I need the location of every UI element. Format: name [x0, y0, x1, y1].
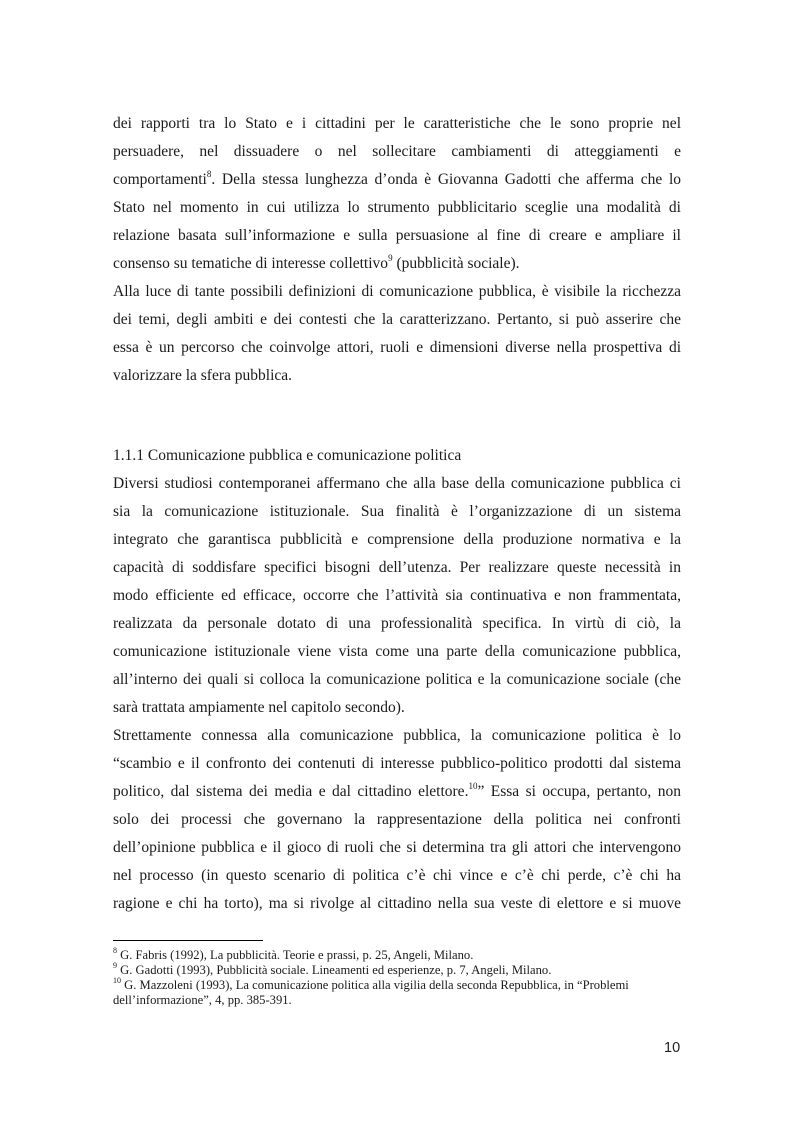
text-span: comportamenti: [113, 171, 207, 188]
text-span: consenso su tematiche di interesse collettivo: [113, 255, 389, 272]
text-line: all’interno dei quali si colloca la comunicazione politica e la comunicazione sociale (che: [113, 671, 681, 688]
text-line: comunicazione istituzionale viene vista come una parte della comunicazione pubblica,: [113, 643, 681, 660]
text-line: Diversi studiosi contemporanei affermano che alla base della comunicazione pubblica ci: [113, 475, 681, 492]
footnote-separator: [113, 940, 263, 941]
text-line: ragione e chi ha torto), ma si rivolge al cittadino nella sua veste di elettore e si muove: [113, 895, 681, 912]
text-line: Strettamente connessa alla comunicazione pubblica, la comunicazione politica è lo: [113, 727, 681, 744]
text-line: [113, 254, 681, 274]
text-line: sarà trattata ampiamente nel capitolo secondo).: [113, 699, 405, 716]
footnote-number: 8: [113, 945, 117, 955]
text-line: Stato nel momento in cui utilizza lo strumento pubblicitario sceglie una modalità di: [113, 199, 681, 216]
text-line: nel processo (in questo scenario di politica c’è chi vince e c’è chi perde, c’è chi ha: [113, 867, 681, 884]
text-line: realizzata da personale dotato di una professionalità specifica. In virtù di ciò, la: [113, 615, 681, 632]
text-line: persuadere, nel dissuadere o nel sollecitare cambiamenti di atteggiamenti e: [113, 143, 681, 160]
footnote: [113, 975, 681, 992]
text-line: Alla luce di tante possibili definizioni di comunicazione pubblica, è visibile la ricchezza: [113, 283, 681, 300]
text-line: [113, 170, 681, 190]
text-line: solo dei processi che governano la rappresentazione della politica nei confronti: [113, 811, 681, 828]
text-line: dei temi, degli ambiti e dei contesti che la caratterizzano. Pertanto, si può asserire che: [113, 311, 681, 328]
footnote-text: G. Gadotti (1993), Pubblicità sociale. Lineamenti ed esperienze, p. 7, Angeli, Milano.: [117, 963, 552, 977]
section-heading: 1.1.1 Comunicazione pubblica e comunicazione politica: [113, 447, 462, 464]
footnote-ref[interactable]: 10: [468, 780, 478, 791]
footnote-continuation: dell’informazione”, 4, pp. 385-391.: [113, 993, 292, 1007]
text-span: . Della stessa lunghezza d’onda è Giovanna Gadotti che afferma che lo: [211, 171, 681, 188]
footnote-text: G. Fabris (1992), La pubblicità. Teorie e prassi, p. 25, Angeli, Milano.: [117, 948, 474, 962]
footnote-text: G. Mazzoleni (1993), La comunicazione politica alla vigilia della seconda Repubblica, in “Problemi: [121, 978, 629, 992]
footnote-number: 10: [113, 975, 121, 985]
text-line: integrato che garantisca pubblicità e comprensione della produzione normativa e la: [113, 531, 681, 548]
text-line: capacità di soddisfare specifici bisogni dell’utenza. Per realizzare queste necessità in: [113, 559, 681, 576]
text-line: modo efficiente ed efficace, occorre che l’attività sia continuativa e non frammentata,: [113, 587, 681, 604]
text-line: dell’opinione pubblica e il gioco di ruoli che si determina tra gli attori che intervengono: [113, 839, 681, 856]
footnote: [113, 960, 681, 977]
text-line: essa è un percorso che coinvolge attori, ruoli e dimensioni diverse nella prospettiva di: [113, 339, 681, 356]
footnote-ref[interactable]: 9: [388, 252, 393, 263]
footnote-number: 9: [113, 960, 117, 970]
text-line: “scambio e il confronto dei contenuti di interesse pubblico-politico prodotti dal sistema: [113, 755, 681, 772]
text-line: [113, 782, 681, 802]
footnote-ref[interactable]: 8: [206, 168, 212, 179]
footnote: [113, 945, 681, 962]
text-line: relazione basata sull’informazione e sulla persuasione al fine di creare e ampliare il: [113, 227, 681, 244]
text-span: ” Essa si occupa, pertanto, non: [477, 783, 681, 800]
text-line: sia la comunicazione istituzionale. Sua finalità è l’organizzazione di un sistema: [113, 503, 681, 520]
text-line: dei rapporti tra lo Stato e i cittadini per le caratteristiche che le sono proprie nel: [113, 115, 681, 132]
text-span: (pubblicità sociale).: [392, 255, 520, 272]
text-span: politico, dal sistema dei media e dal cittadino elettore.: [113, 783, 469, 800]
text-line: valorizzare la sfera pubblica.: [113, 367, 293, 384]
page-number: 10: [664, 1040, 681, 1056]
